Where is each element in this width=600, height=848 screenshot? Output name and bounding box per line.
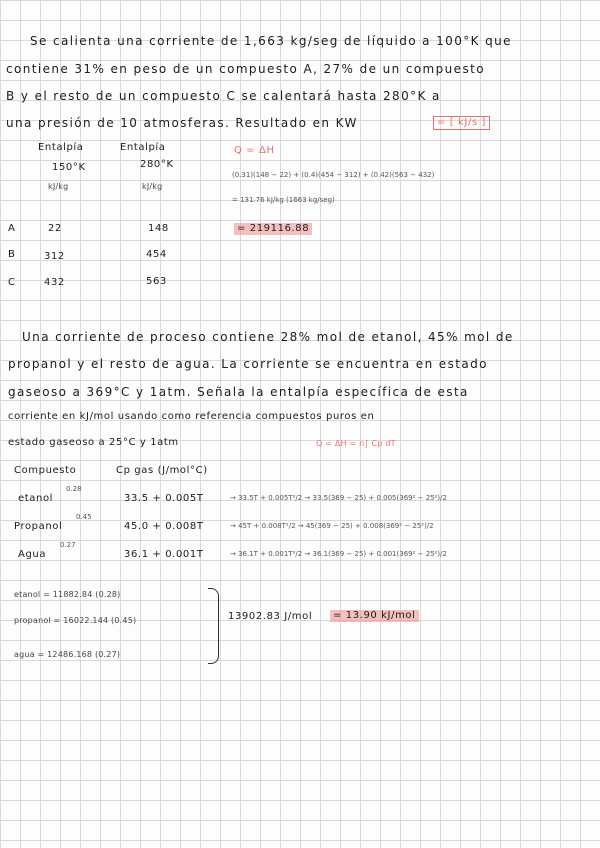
propanol-work: → 45T + 0.008T²/2 → 45(369 − 25) + 0.008(369² − 25²)/2	[230, 522, 434, 530]
table-unit-1: kJ/kg	[48, 182, 69, 191]
p1-work-line-1: (0.31)(148 − 22) + (0.4)(454 − 312) + (0.42)(563 − 432)	[232, 171, 435, 179]
p1-line-1: Se calienta una corriente de 1,663 kg/seg de líquido a 100°K que	[30, 34, 512, 48]
etanol-label: etanol	[18, 493, 54, 504]
row-c-v1: 432	[44, 277, 65, 288]
sum-brace	[208, 588, 219, 664]
row-c-v2: 563	[146, 276, 167, 287]
cp-header: Cp gas (J/mol°C)	[116, 465, 208, 476]
sum-total: 13902.83 J/mol	[228, 611, 313, 622]
row-a-v2: 148	[148, 223, 169, 234]
p2-line-3: gaseoso a 369°C y 1atm. Señala la entalpía específica de esta	[8, 385, 469, 399]
table-temp-1: 150°K	[52, 162, 86, 173]
p1-result: = 219116.88	[234, 223, 312, 235]
agua-cp: 36.1 + 0.001T	[124, 549, 204, 560]
sum-agua: agua = 12486.168 (0.27)	[14, 650, 121, 659]
etanol-cp: 33.5 + 0.005T	[124, 493, 204, 504]
p2-line-2: propanol y el resto de agua. La corriente se encuentra en estado	[8, 357, 488, 371]
p1-line-3: B y el resto de un compuesto C se calentará hasta 280°K a	[6, 89, 441, 103]
p1-unit-box: = [ kJ/s ]	[433, 116, 490, 130]
p1-work-line-2: = 131.76 kJ/kg (1663 kg/seg)	[232, 196, 335, 204]
p1-energy-equation: Q = ΔH	[234, 145, 275, 156]
etanol-fraction: 0.28	[66, 485, 82, 493]
propanol-fraction: 0.45	[76, 513, 92, 521]
agua-work: → 36.1T + 0.001T²/2 → 36.1(369 − 25) + 0.001(369² − 25²)/2	[230, 550, 447, 558]
row-a-label: A	[8, 223, 16, 234]
p1-line-2: contiene 31% en peso de un compuesto A, 27% de un compuesto	[6, 62, 485, 76]
table-header-entalpia-1: Entalpía	[38, 142, 84, 153]
etanol-work: → 33.5T + 0.005T²/2 → 33.5(369 − 25) + 0.005(369² − 25²)/2	[230, 494, 447, 502]
agua-label: Agua	[18, 549, 47, 560]
sum-etanol: etanol = 11882.84 (0.28)	[14, 590, 121, 599]
row-b-v2: 454	[146, 249, 167, 260]
p1-line-4: una presión de 10 atmosferas. Resultado en KW	[6, 116, 358, 130]
p2-line-5: estado gaseoso a 25°C y 1atm	[8, 437, 179, 448]
p2-energy-equation: Q = ΔH = n∫ Cp dT	[316, 439, 396, 448]
sum-propanol: propanol = 16022.144 (0.45)	[14, 616, 137, 625]
table-temp-2: 280°K	[140, 159, 174, 170]
propanol-label: Propanol	[14, 521, 63, 532]
row-b-v1: 312	[44, 251, 65, 262]
propanol-cp: 45.0 + 0.008T	[124, 521, 204, 532]
compuesto-header: Compuesto	[14, 465, 77, 476]
table-header-entalpia-2: Entalpía	[120, 142, 166, 153]
row-c-label: C	[8, 277, 16, 288]
p2-result: = 13.90 kJ/mol	[330, 610, 419, 622]
row-a-v1: 22	[48, 223, 62, 234]
p2-line-1: Una corriente de proceso contiene 28% mol de etanol, 45% mol de	[22, 330, 514, 344]
p2-line-4: corriente en kJ/mol usando como referencia compuestos puros en	[8, 411, 375, 422]
row-b-label: B	[8, 249, 16, 260]
table-unit-2: kJ/kg	[142, 182, 163, 191]
agua-fraction: 0.27	[60, 541, 76, 549]
